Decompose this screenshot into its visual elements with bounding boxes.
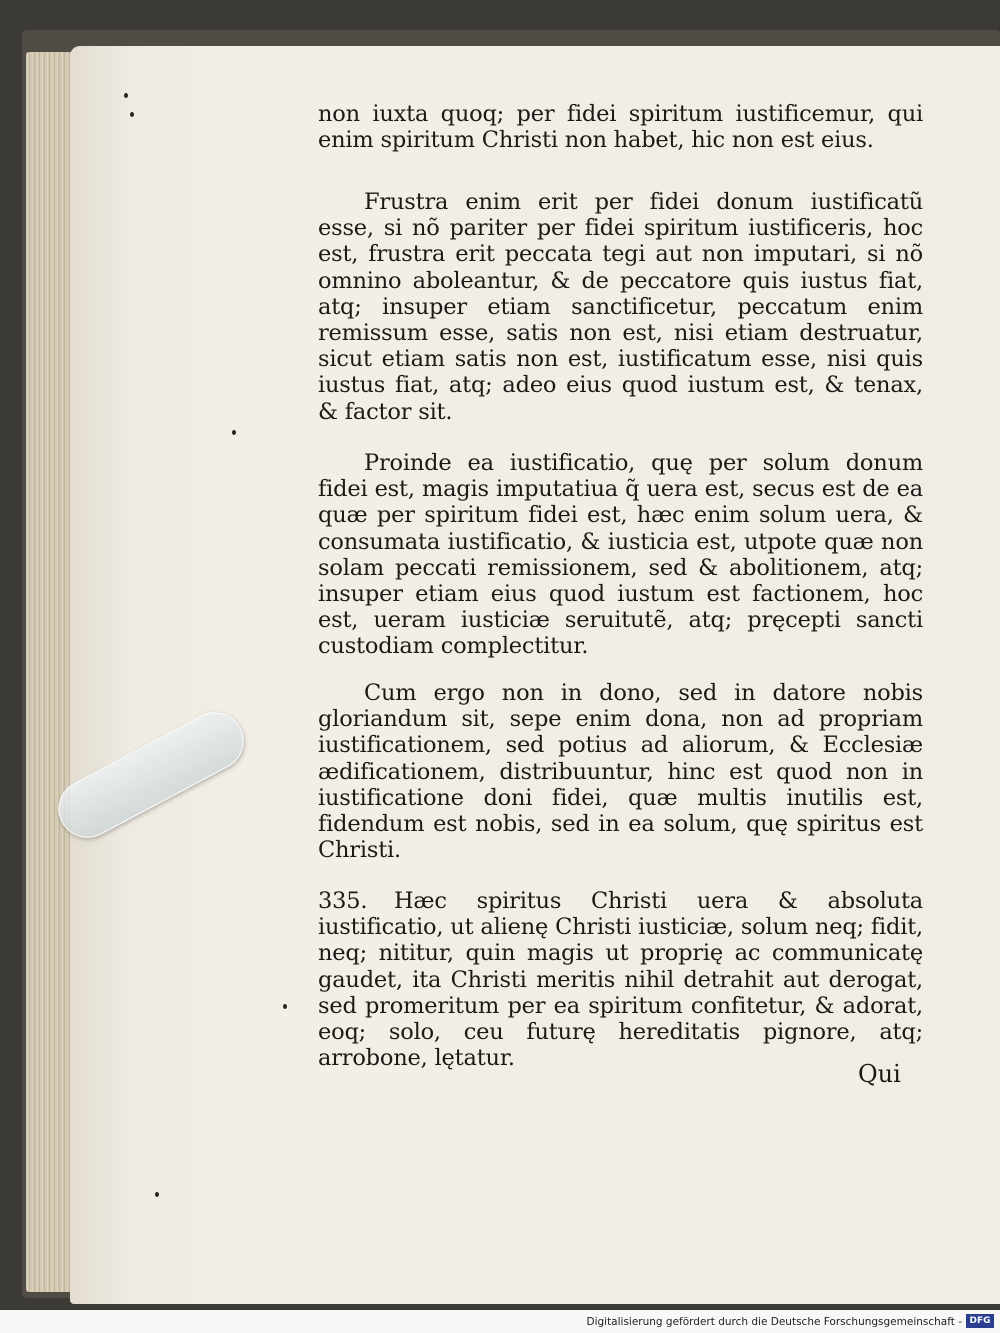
ink-speck	[130, 112, 134, 117]
dfg-logo: DFG	[966, 1314, 994, 1328]
numbered-paragraph	[318, 888, 923, 1071]
paragraph-3	[318, 450, 923, 660]
paragraph-4	[318, 680, 923, 863]
paragraph-text: Frustra enim erit per fidei donum iustificatũ esse, si nõ pariter per fidei spiritum iustificeris, hoc est, frustra erit peccata tegi aut non imputari, si nõ omnino aboleantur, & de peccatore quis iustus fiat, atq; insuper etiam sanctificetur, peccatum enim remissum esse, satis non est, nisi etiam destruatur, sicut etiam satis non est, iustificatum esse, nisi quis iustus fiat, atq; adeo eius quod iustum est, & tenax, & factor sit.	[318, 189, 923, 425]
ink-speck	[155, 1192, 159, 1197]
paragraph-1	[318, 101, 923, 153]
ink-speck	[232, 430, 236, 435]
paragraph-number: 335.	[318, 888, 368, 914]
paragraph-text: non iuxta quoq; per fidei spiritum iustificemur, qui enim spiritum Christi non habet, hic non est eius.	[318, 101, 923, 154]
paragraph-text: Proinde ea iustificatio, quę per solum donum fidei est, magis imputatiua q̃ uera est, secus est de ea quæ per spiritum fidei est, hæc enim solum uera, & consumata iustificatio, & iusticia est, utpote quæ non solam peccati remissionem, sed & abolitionem, atq; insuper etiam eius quod iustum est factionem, hoc est, ueram iusticiæ seruitutẽ, atq; pręcepti sancti custodiam complectitur.	[318, 450, 923, 660]
paragraph-text: Hæc spiritus Christi uera & absoluta iustificatio, ut alienę Christi iusticiæ, solum neq; fidit, neq; nititur, quin magis ut proprię ac communicatę gaudet, ita Christi meritis nihil detrahit aut derogat, sed promeritum per ea spiritum confitetur, & adorat, eoq; solo, ceu futurę hereditatis pignore, atq; arrobone, lętatur.	[318, 888, 923, 1072]
paragraph-text: Cum ergo non in dono, sed in datore nobis gloriandum sit, sepe enim dona, non ad propriam iustificationem, sed potius ad aliorum, & Ecclesiæ ædificationem, distribuuntur, hinc est quod non in iustificatione doni fidei, quæ multis inutilis est, fidendum est nobis, sed in ea solum, quę spiritus est Christi.	[318, 680, 923, 864]
footer-credit: Digitalisierung gefördert durch die Deutsche Forschungsgemeinschaft -	[586, 1316, 962, 1328]
ink-speck	[124, 93, 128, 98]
ink-speck	[283, 1004, 287, 1009]
paragraph-2	[318, 189, 923, 425]
catchword: Qui	[858, 1060, 901, 1088]
page-holder-clip	[48, 702, 254, 848]
